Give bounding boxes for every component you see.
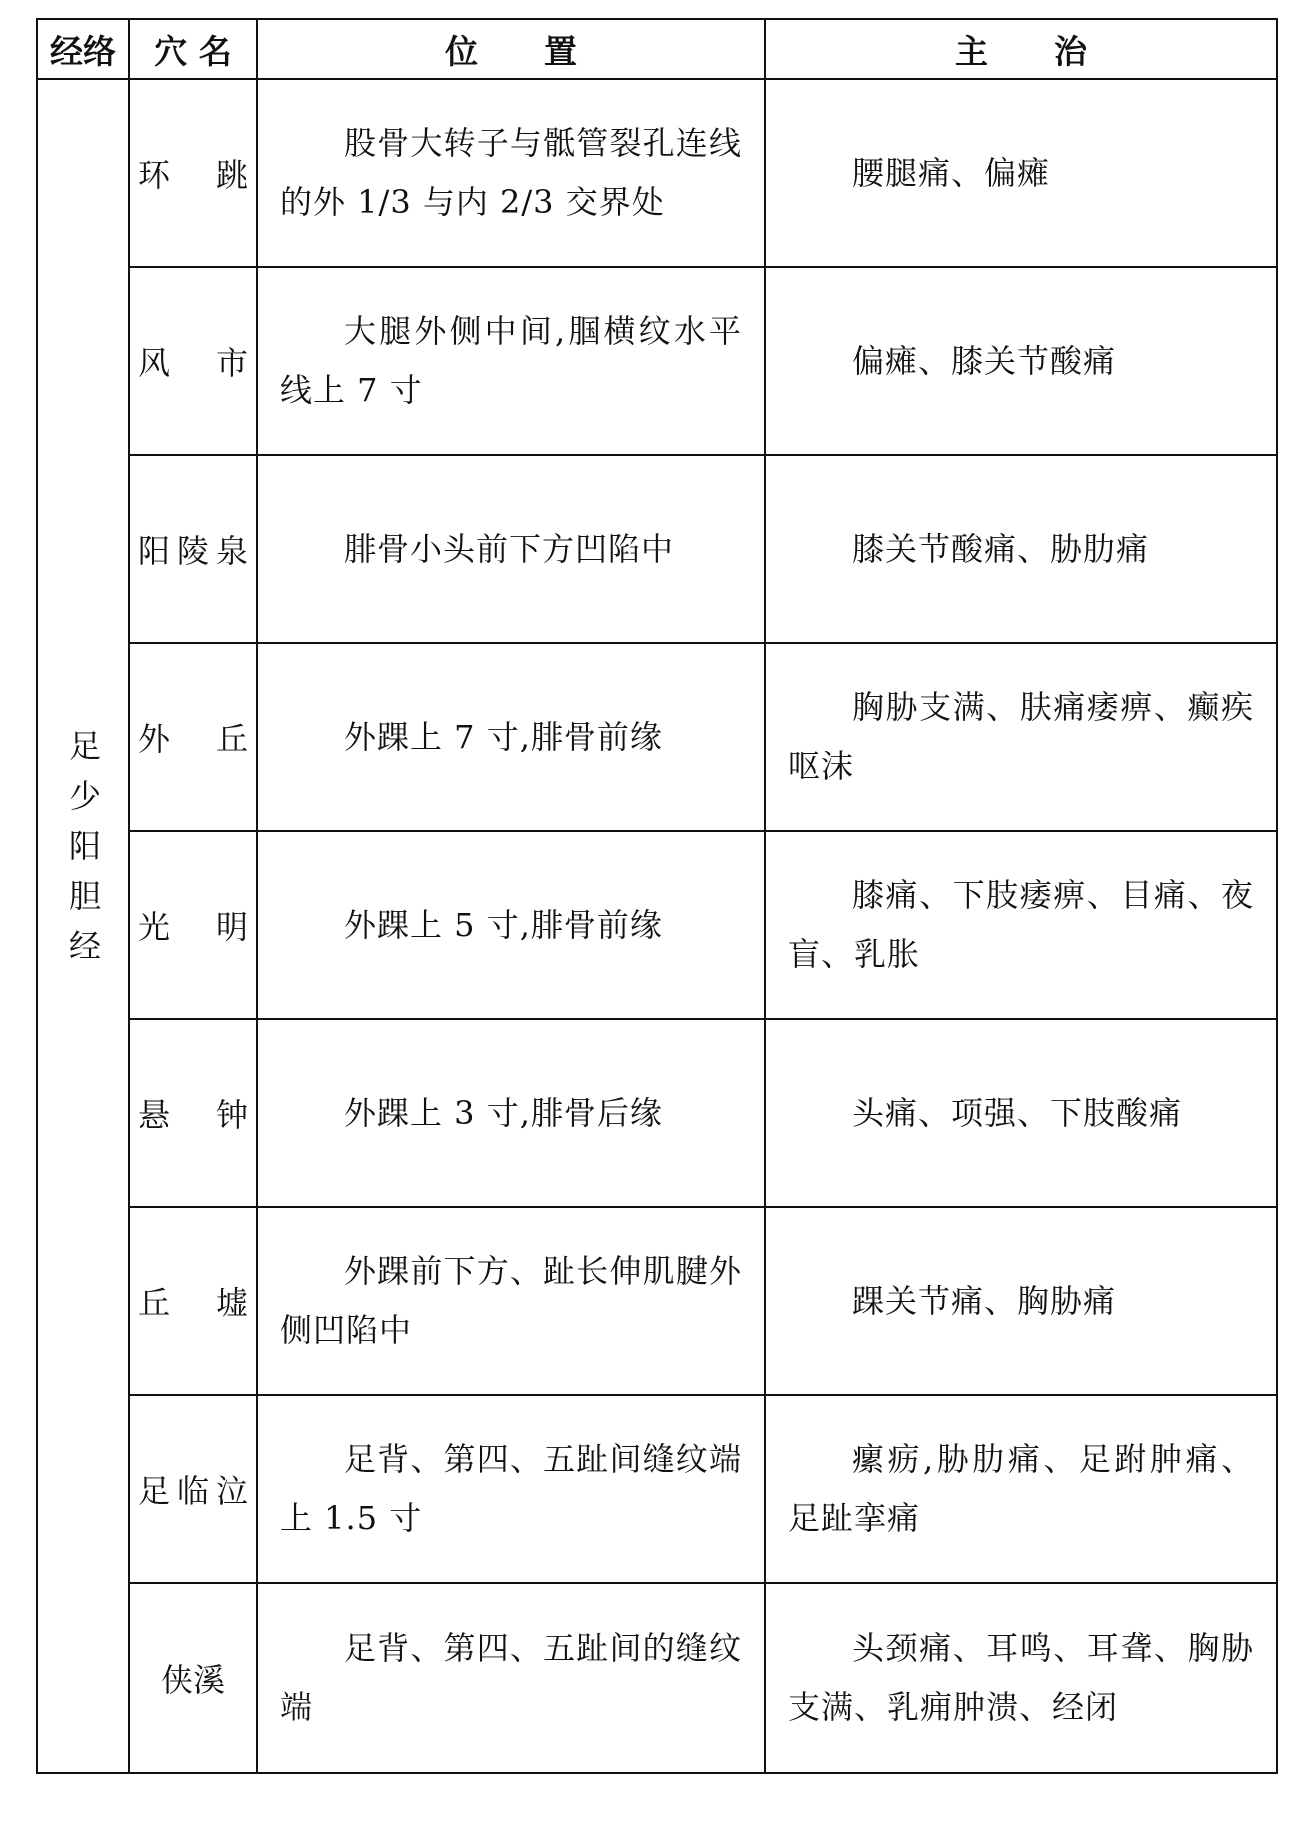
point-location: 外踝上 3 寸,腓骨后缘 bbox=[257, 1019, 765, 1207]
table-row bbox=[37, 1583, 1277, 1773]
point-name: 丘 墟 bbox=[129, 1207, 257, 1395]
point-name: 足临泣 bbox=[129, 1395, 257, 1583]
point-location: 腓骨小头前下方凹陷中 bbox=[257, 455, 765, 643]
table-row bbox=[37, 1395, 1277, 1583]
point-name: 光 明 bbox=[129, 831, 257, 1019]
point-indication: 头痛、项强、下肢酸痛 bbox=[765, 1019, 1277, 1207]
table-row bbox=[37, 643, 1277, 831]
header-point-name: 穴 名 bbox=[129, 19, 257, 79]
point-name: 悬 钟 bbox=[129, 1019, 257, 1207]
point-location: 外踝上 5 寸,腓骨前缘 bbox=[257, 831, 765, 1019]
acupoint-table bbox=[36, 18, 1278, 1774]
point-location: 股骨大转子与骶管裂孔连线的外 1/3 与内 2/3 交界处 bbox=[257, 79, 765, 267]
point-indication: 瘰疬,胁肋痛、足跗肿痛、足趾挛痛 bbox=[765, 1395, 1277, 1583]
meridian-cell bbox=[37, 79, 129, 1773]
point-indication: 腰腿痛、偏瘫 bbox=[765, 79, 1277, 267]
header-meridian: 经络 bbox=[37, 19, 129, 79]
table-row bbox=[37, 79, 1277, 267]
point-indication: 头颈痛、耳鸣、耳聋、胸胁支满、乳痈肿溃、经闭 bbox=[765, 1583, 1277, 1773]
point-indication: 胸胁支满、肤痛痿痹、癫疾呕沫 bbox=[765, 643, 1277, 831]
table-body bbox=[37, 79, 1277, 1773]
point-name: 环 跳 bbox=[129, 79, 257, 267]
table-row bbox=[37, 455, 1277, 643]
point-name: 外 丘 bbox=[129, 643, 257, 831]
header-location: 位 置 bbox=[257, 19, 765, 79]
table-row bbox=[37, 1019, 1277, 1207]
point-name: 风 市 bbox=[129, 267, 257, 455]
table-header bbox=[37, 19, 1277, 79]
table-row bbox=[37, 267, 1277, 455]
point-location: 外踝上 7 寸,腓骨前缘 bbox=[257, 643, 765, 831]
point-indication: 膝关节酸痛、胁肋痛 bbox=[765, 455, 1277, 643]
point-indication: 偏瘫、膝关节酸痛 bbox=[765, 267, 1277, 455]
point-name: 侠溪 bbox=[129, 1583, 257, 1773]
table-row bbox=[37, 1207, 1277, 1395]
point-location: 外踝前下方、趾长伸肌腱外侧凹陷中 bbox=[257, 1207, 765, 1395]
meridian-name: 足少阳胆经 bbox=[64, 729, 102, 979]
point-location: 足背、第四、五趾间的缝纹端 bbox=[257, 1583, 765, 1773]
point-location: 足背、第四、五趾间缝纹端上 1.5 寸 bbox=[257, 1395, 765, 1583]
header-indication: 主 治 bbox=[765, 19, 1277, 79]
point-indication: 膝痛、下肢痿痹、目痛、夜盲、乳胀 bbox=[765, 831, 1277, 1019]
point-name: 阳陵泉 bbox=[129, 455, 257, 643]
table-row bbox=[37, 831, 1277, 1019]
header-row bbox=[37, 19, 1277, 79]
point-location: 大腿外侧中间,腘横纹水平线上 7 寸 bbox=[257, 267, 765, 455]
point-indication: 踝关节痛、胸胁痛 bbox=[765, 1207, 1277, 1395]
